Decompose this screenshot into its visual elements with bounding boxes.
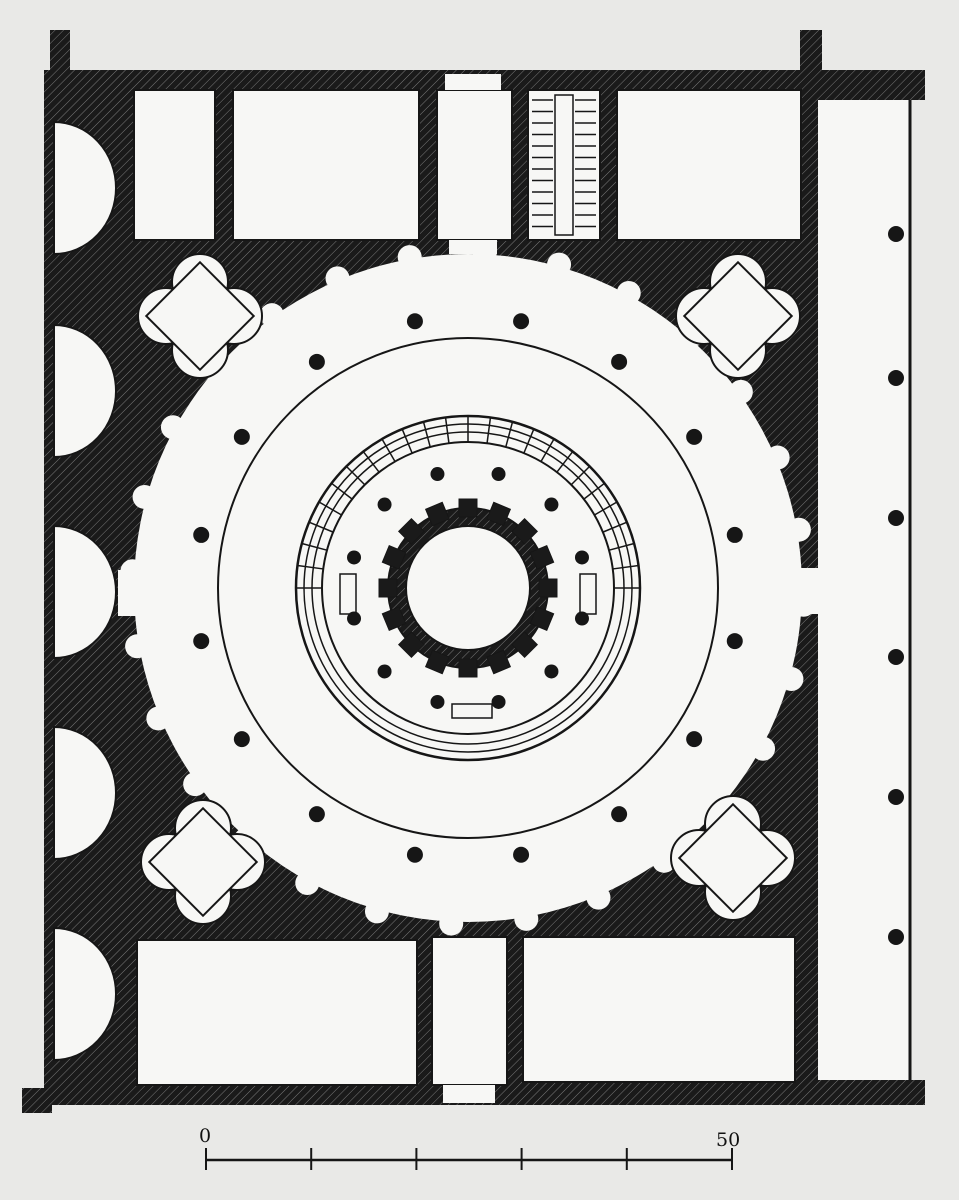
- portico-column: [888, 226, 904, 242]
- outer-ring-column: [407, 847, 423, 863]
- top-room-4: [617, 90, 801, 240]
- inner-ring-column: [544, 664, 558, 678]
- outer-ring-column: [309, 354, 325, 370]
- oculus-pier: [459, 659, 477, 677]
- portico-bottom-wall: [800, 1080, 925, 1105]
- inner-ring-column: [378, 664, 392, 678]
- outer-ring-column: [407, 313, 423, 329]
- inner-ring-column: [492, 467, 506, 481]
- inner-ring-column: [544, 498, 558, 512]
- oculus-pier: [379, 579, 397, 597]
- central-oculus: [406, 526, 530, 650]
- outer-ring-column: [727, 527, 743, 543]
- outer-ring-column: [234, 731, 250, 747]
- oculus-pier: [459, 499, 477, 517]
- outer-ring-column: [611, 354, 627, 370]
- outer-ring-column: [611, 806, 627, 822]
- inner-ring-column: [430, 695, 444, 709]
- top-doorway: [445, 74, 501, 90]
- altar-right: [580, 574, 596, 614]
- staircase: [528, 90, 600, 240]
- altar-bottom: [452, 704, 492, 718]
- portico-column: [888, 510, 904, 526]
- outer-ring-column: [234, 429, 250, 445]
- inner-ring-column: [575, 612, 589, 626]
- bottom-left-stub: [22, 1088, 52, 1113]
- right-wall-stub: [800, 30, 822, 80]
- portico-column: [888, 370, 904, 386]
- outer-ring-column: [309, 806, 325, 822]
- outer-ring-column: [686, 731, 702, 747]
- outer-ring-column: [686, 429, 702, 445]
- inner-ring-column: [492, 695, 506, 709]
- scale-start-label: 0: [199, 1125, 212, 1147]
- top-rooms: [134, 74, 801, 254]
- inner-ring-column: [347, 612, 361, 626]
- bottom-doorway: [443, 1085, 495, 1103]
- inner-ring-column: [347, 550, 361, 564]
- outer-ring-column: [193, 633, 209, 649]
- outer-ring-column: [513, 313, 529, 329]
- portico-column: [888, 649, 904, 665]
- inner-ring-column: [378, 498, 392, 512]
- inner-ring-column: [575, 550, 589, 564]
- bottom-room-1: [137, 940, 417, 1085]
- scale-end-label: 50: [716, 1129, 741, 1151]
- altar-left: [340, 574, 356, 614]
- bottom-rooms: [137, 937, 795, 1103]
- outer-ring-column: [193, 527, 209, 543]
- portico-column: [888, 789, 904, 805]
- top-room-1: [134, 90, 215, 240]
- top-room-2: [233, 90, 419, 240]
- bottom-vestibule: [432, 937, 507, 1085]
- scale-bar: [199, 1125, 740, 1170]
- bottom-room-2: [523, 937, 795, 1082]
- inner-ring-column: [430, 467, 444, 481]
- left-wall-stub: [50, 30, 70, 80]
- outer-ring-column: [513, 847, 529, 863]
- top-room-vestibule: [437, 90, 512, 240]
- oculus-pier: [539, 579, 557, 597]
- outer-ring-column: [727, 633, 743, 649]
- portico-column: [888, 929, 904, 945]
